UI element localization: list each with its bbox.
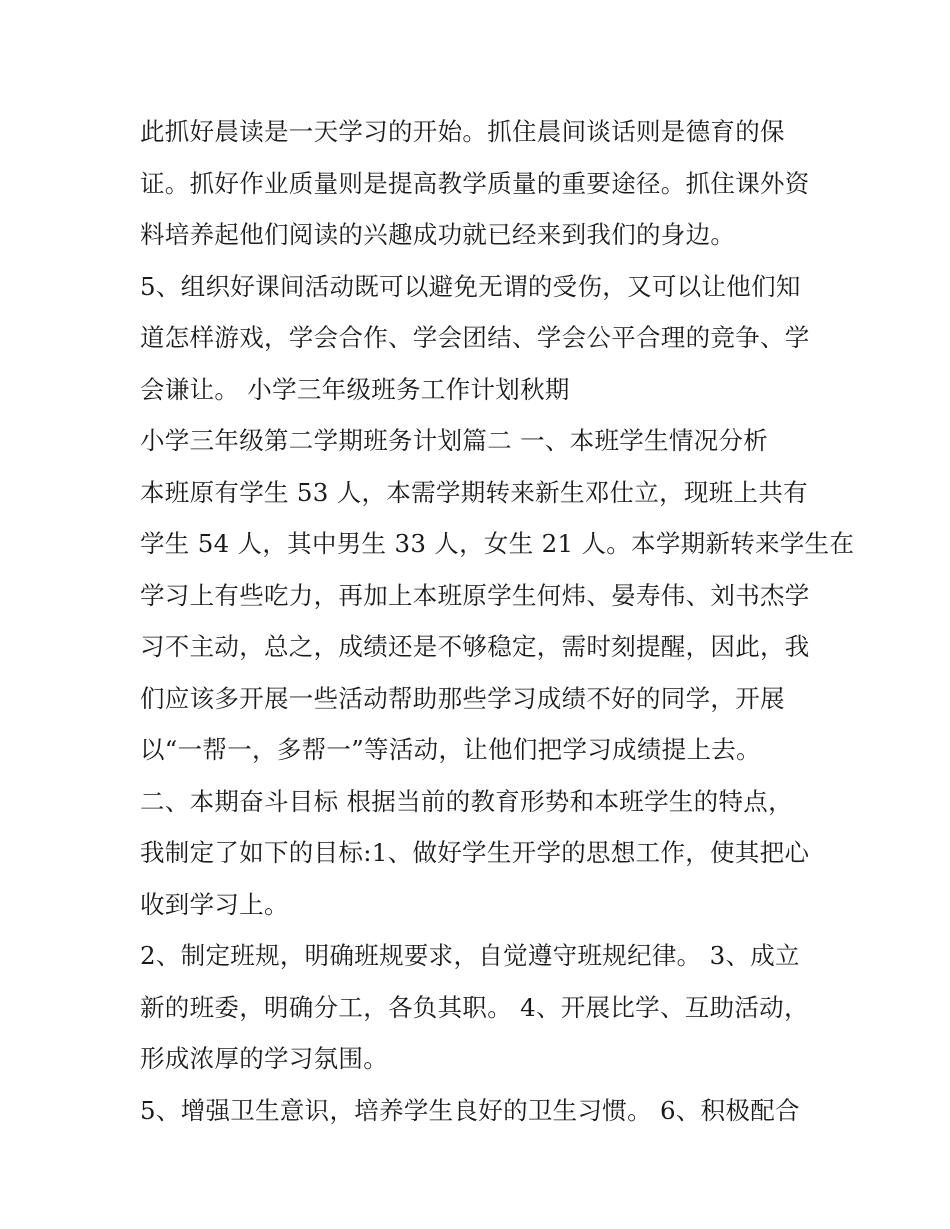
text-line: 小学三年级第二学期班务计划篇二 一、本班学生情况分析 [140,426,769,455]
text-line: 形成浓厚的学习氛围。 [140,1044,388,1073]
text-line: 收到学习上。 [140,889,289,919]
text-line: 5、增强卫生意识，培养学生良好的卫生习惯。 6、积极配合 [140,1095,800,1125]
text-line: 证。抓好作业质量则是提高教学质量的重要途径。抓住课外资 [140,168,810,198]
text-line: 们应该多开展一些活动帮助那些学习成绩不好的同学，开展 [140,683,785,713]
text-line: 习不主动，总之，成绩还是不够稳定，需时刻提醒，因此，我 [140,632,810,661]
text-line: 学习上有些吃力，再加上本班原学生何炜、晏寿伟、刘书杰学 [140,580,810,610]
document-body [140,106,855,1136]
text-line: 此抓好晨读是一天学习的开始。抓住晨间谈话则是德育的保 [140,117,785,146]
text-line: 道怎样游戏，学会合作、学会团结、学会公平合理的竞争、学 [140,323,810,352]
text-line: 学生 54 人，其中男生 33 人，女生 21 人。本学期新转来学生在 [140,529,855,558]
text-line: 2、制定班规，明确班规要求，自觉遵守班规纪律。 3、成立 [140,941,800,970]
text-line: 以“一帮一，多帮一”等活动，让他们把学习成绩提上去。 [140,735,761,764]
text-line: 料培养起他们阅读的兴趣成功就已经来到我们的身边。 [140,220,736,249]
text-line: 新的班委，明确分工，各负其职。 4、开展比学、互助活动， [140,992,809,1022]
text-line: 5、组织好课间活动既可以避免无谓的受伤，又可以让他们知 [140,271,801,301]
text-line: 本班原有学生 53 人，本需学期转来新生邓仕立，现班上共有 [140,477,808,507]
text-line: 二、本期奋斗目标 根据当前的教育形势和本班学生的特点， [140,786,793,816]
text-line: 我制定了如下的目标:1、做好学生开学的思想工作，使其把心 [140,838,810,867]
text-line: 会谦让。 小学三年级班务工作计划秋期 [140,374,570,404]
